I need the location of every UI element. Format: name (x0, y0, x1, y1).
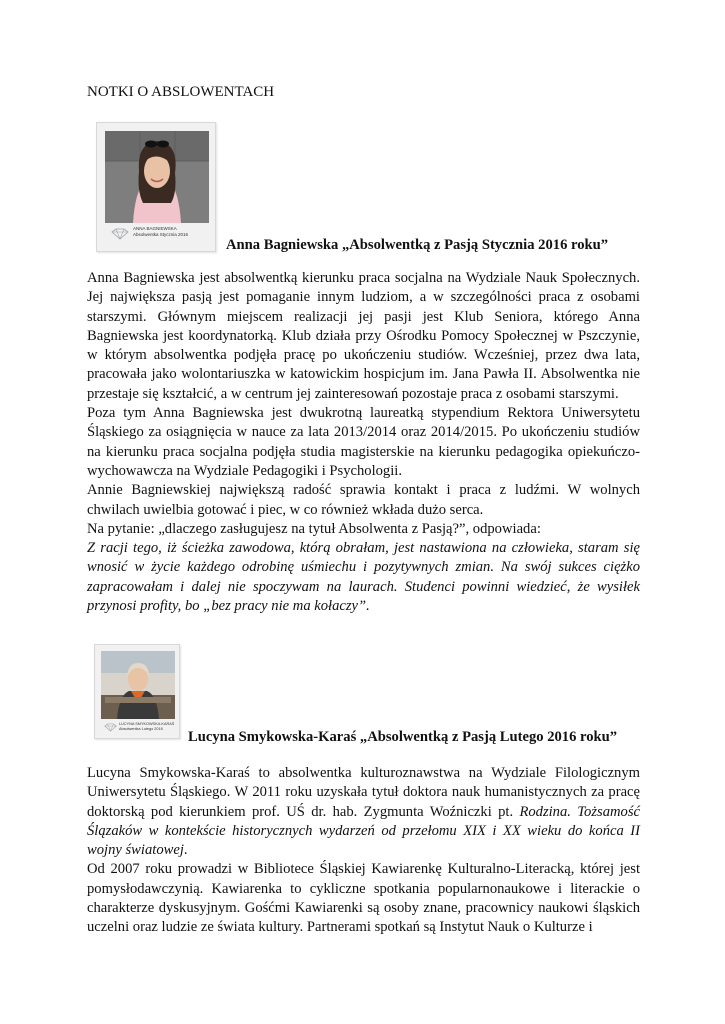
paragraph: Annie Bagniewskiej największą radość sprawia kontakt i praca z ludźmi. W wolnych chwilach uwielbia gotować i piec, w co również wkłada dużo serca. (87, 482, 640, 518)
profile-photo-card (96, 122, 216, 252)
paragraph-text: . (183, 842, 188, 859)
paragraph-text: Lucyna Smykowska-Karaś to absolwentka kulturoznawstwa na Wydziale Filologicznym Uniwersytetu Śląskiego. W 2011 roku uzyskała tytuł doktora nauk humanistycznych za pracę doktorską pod kierunkiem prof. UŚ dr. hab. Zygmunta Woźniczki pt. (87, 765, 640, 820)
photo-caption-subtitle: Absolwentka Lutego 2016 (119, 727, 163, 731)
question-line: Na pytanie: „dlaczego zasługujesz na tytuł Absolwenta z Pasją?”, odpowiada: (87, 520, 541, 537)
photo-caption-name: ANNA BAGNIEWSKA (133, 226, 177, 231)
paragraph: Od 2007 roku prowadzi w Bibliotece Śląskiej Kawiarenkę Kulturalno-Literacką, której jest pomysłodawczynią. Kawiarenka to cykliczne spotkania popularnonaukowe i literackie o charakterze dyskusyjnym. Gośćmi Kawiarenki są osoby znane, pracownicy naukowi śląskich uczelni oraz ludzie ze świata kultury. Partnerami spotkań są Instytut Nauk o Kulturze i (87, 861, 640, 936)
portrait-photo (105, 131, 209, 223)
photo-caption-subtitle: Absolwentka Stycznia 2016 (133, 232, 189, 237)
portrait-photo (101, 651, 175, 719)
page-heading: NOTKI O ABSLOWENTACH (87, 84, 275, 100)
profile-photo-card (94, 644, 180, 739)
paragraph (87, 764, 640, 860)
profile-title: Anna Bagniewska „Absolwentką z Pasją Stycznia 2016 roku” (226, 237, 609, 253)
diamond-logo-icon (111, 228, 129, 240)
dissertation-title: Rodzina. Tożsamość Ślązaków w kontekście historycznych wydarzeń od przełomu XIX i XX wieku do końca II wojny światowej (87, 803, 640, 859)
portrait-illustration (101, 651, 175, 719)
profile-title: Lucyna Smykowska-Karaś „Absolwentką z Pasją Lutego 2016 roku” (188, 729, 618, 745)
photo-caption-name: LUCYNA SMYKOWSKA-KARAŚ (119, 722, 175, 726)
diamond-logo-icon (104, 723, 117, 732)
profile-text-block (87, 764, 640, 938)
paragraph: Poza tym Anna Bagniewska jest dwukrotną laureatką stypendium Rektora Uniwersytetu Śląskiego za osiągnięcia w nauce za lata 2013/2014 oraz 2014/2015. Po ukończeniu studiów na kierunku praca socjalna podjęła studia magisterskie na kierunku pedagogika opiekuńczo-wychowawcza na Wydziale Pedagogiki i Psychologii. (87, 405, 640, 479)
profile-text-block (87, 269, 640, 616)
paragraph: Anna Bagniewska jest absolwentką kierunku praca socjalna na Wydziale Nauk Społecznych. Jej największa pasją jest pomaganie innym ludziom, a w szczególności praca z osobami starszymi. Głównym miejscem realizacji jej pasji jest Klub Seniora, którego Anna Bagniewska jest koordynatorką. Klub działa przy Ośrodku Pomocy Społecznej w Pszczynie, w którym absolwentka podjęła pracę po ukończeniu studiów. Wcześniej, przez dwa lata, pracowała jako wolontariuszka w katowickim hospicjum im. Jana Pawła II. Absolwentka nie przestaje się kształcić, a w centrum jej zainteresowań pozostaje praca z osobami starszymi. (87, 270, 640, 402)
quoted-answer: Z racji tego, iż ścieżka zawodowa, którą obrałam, jest nastawiona na człowieka, staram się wnosić w życie każdego odrobinę uśmiechu i pozytywnych zmian. Na swój sukces ciężko zapracowałam i dalej nie spoczywam na laurach. Studenci powinni wiedzieć, że wysiłek przynosi profity, bo „bez pracy nie ma kołaczy”. (87, 540, 640, 615)
portrait-illustration (105, 131, 209, 223)
